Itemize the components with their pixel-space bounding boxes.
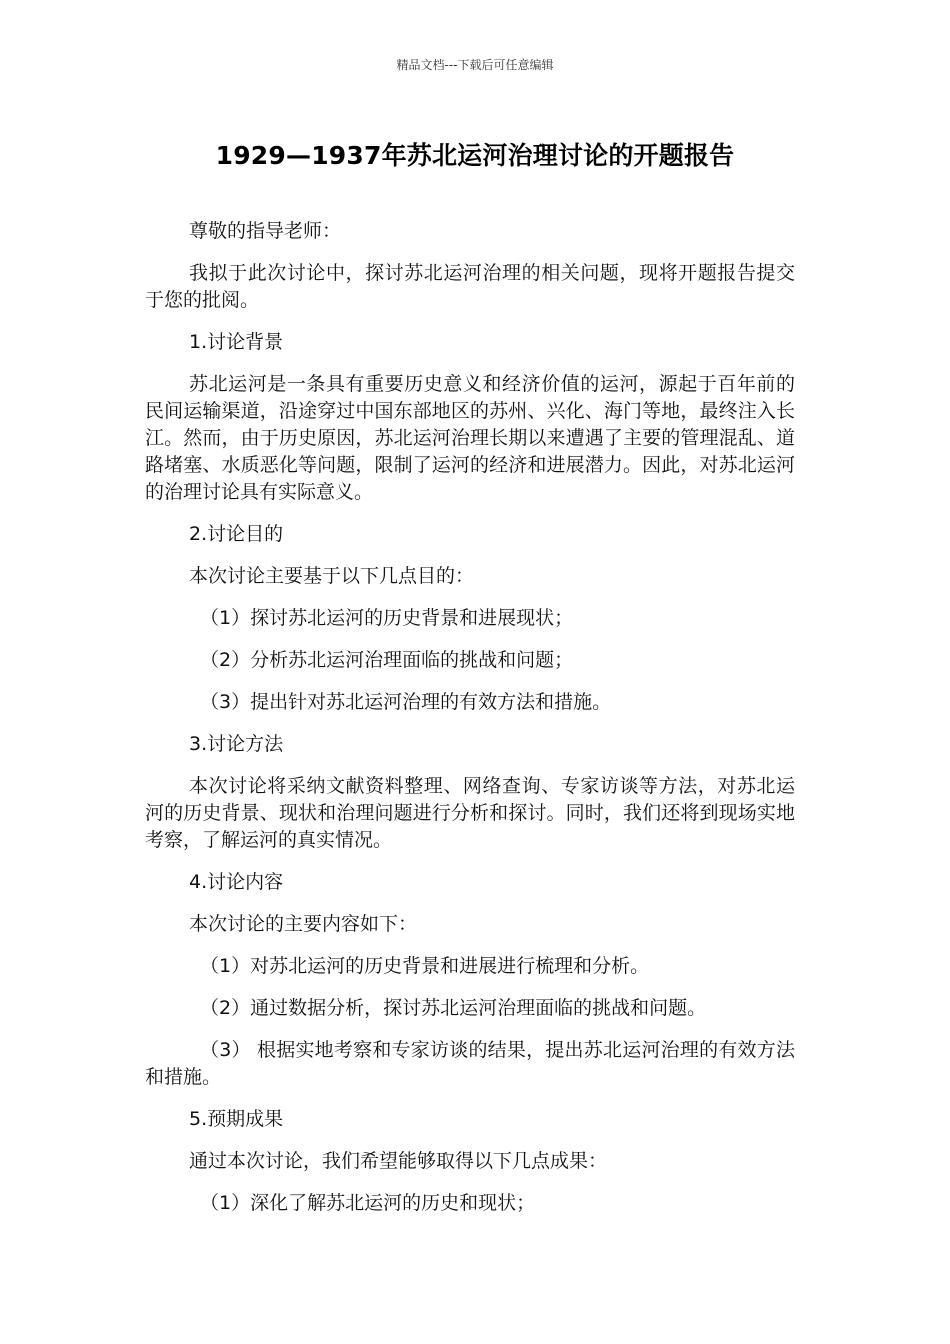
- purpose-item: （2）分析苏北运河治理面临的挑战和问题；: [200, 649, 574, 671]
- outcomes-intro: 通过本次讨论，我们希望能够取得以下几点成果：: [189, 1150, 608, 1172]
- content-intro: 本次讨论的主要内容如下：: [189, 913, 418, 935]
- method-paragraph: 本次讨论将采纳文献资料整理、网络查询、专家访谈等方法，对苏北运河的历史背景、现状和治理问题进行分析和探讨。同时，我们还将到现场实地考察，了解运河的真实情况。: [145, 775, 795, 851]
- content-item: （1）对苏北运河的历史背景和进展进行梳理和分析。: [200, 955, 650, 977]
- section-heading-purpose: 2.讨论目的: [189, 523, 284, 545]
- background-paragraph: 苏北运河是一条具有重要历史意义和经济价值的运河，源起于百年前的民间运输渠道，沿途穿过中国东部地区的苏州、兴化、海门等地，最终注入长江。然而，由于历史原因，苏北运河治理长期以来遭遇了主要的管理混乱、道路堵塞、水质恶化等问题，限制了运河的经济和进展潜力。因此，对苏北运河的治理讨论具有实际意义。: [145, 373, 795, 503]
- document-title: 1929—1937年苏北运河治理讨论的开题报告: [215, 141, 735, 170]
- purpose-item: （1）探讨苏北运河的历史背景和进展现状；: [200, 607, 574, 629]
- section-heading-outcomes: 5.预期成果: [189, 1108, 284, 1130]
- salutation: 尊敬的指导老师：: [189, 220, 342, 242]
- section-heading-content: 4.讨论内容: [189, 871, 284, 893]
- purpose-intro: 本次讨论主要基于以下几点目的：: [189, 565, 475, 587]
- content-item: （2）通过数据分析，探讨苏北运河治理面临的挑战和问题。: [200, 997, 707, 1019]
- section-heading-method: 3.讨论方法: [189, 733, 284, 755]
- section-heading-background: 1.讨论背景: [189, 331, 284, 353]
- document-body: [145, 218, 795, 1232]
- content-item: （3） 根据实地考察和专家访谈的结果，提出苏北运河治理的有效方法和措施。: [145, 1039, 795, 1088]
- outcomes-item: （1）深化了解苏北运河的历史和现状；: [200, 1192, 536, 1214]
- page-header: 精品文档---下载后可任意编辑: [396, 58, 554, 72]
- purpose-item: （3）提出针对苏北运河治理的有效方法和措施。: [200, 691, 612, 713]
- intro-paragraph: 我拟于此次讨论中，探讨苏北运河治理的相关问题，现将开题报告提交于您的批阅。: [145, 262, 795, 311]
